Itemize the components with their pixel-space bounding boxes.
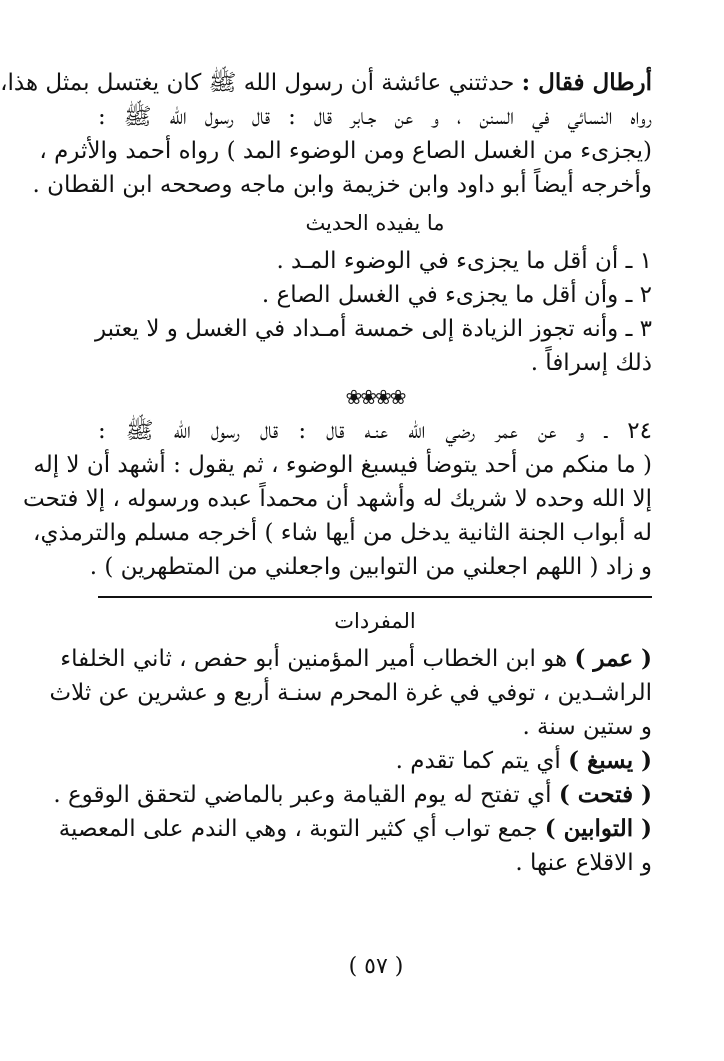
text-line: إلا الله وحده لا شريك له وأشهد أن محمداً عبده ورسوله ، إلا فتحت xyxy=(23,486,652,512)
text-line: رواه النسائي في السنن ، و عن جـابر قال : قال رسول الله ﷺ : xyxy=(98,104,652,130)
section-heading-benefits: ما يفيده الحديث xyxy=(305,211,445,235)
vocab-term: ( عمر ) xyxy=(574,645,652,672)
vocab-definition: جمع تواب أي كثير التوبة ، وهي الندم على المعصية xyxy=(58,816,545,842)
list-item-continuation: ذلك إسرافاً . xyxy=(530,350,652,376)
page-number: ( ٥٧ ) xyxy=(348,954,404,979)
text-line: ٢٤ ـ و عن عمر رضي الله عنـه قال : قال رسول الله ﷺ : xyxy=(98,418,652,444)
vocab-definition: هو ابن الخطاب أمير المؤمنين أبو حفص ، ثاني الخلفاء xyxy=(60,646,575,672)
vocab-definition: أي تفتح له يوم القيامة وعبر بالماضي لتحقق الوقوع . xyxy=(53,782,559,808)
text-line: (يجزىء من الغسل الصاع ومن الوضوء المد ) رواه أحمد والأثرم ، xyxy=(39,138,652,164)
text-line xyxy=(60,642,652,676)
list-item: ٢ ـ وأن أقل ما يجزىء في الغسل الصاع . xyxy=(261,282,652,308)
benefits-list xyxy=(94,244,652,380)
hadith-24 xyxy=(23,414,652,584)
text-line xyxy=(58,812,652,846)
text-line: الراشـدين ، توفي في غرة المحرم سنـة أربع و عشرين عن ثلاث xyxy=(49,680,652,706)
text-line: وأخرجه أيضاً أبو داود وابن خزيمة وابن ماجه وصححه ابن القطان . xyxy=(32,172,652,198)
vocab-term: ( يسبغ ) xyxy=(568,747,652,774)
vocabulary-list xyxy=(49,642,652,880)
vocab-term: ( فتحت ) xyxy=(558,781,652,808)
paragraph-narration xyxy=(0,66,652,202)
text-line: له أبواب الجنة الثانية يدخل من أيها شاء ) أخرجه مسلم والترمذي، xyxy=(33,520,652,546)
list-item: ٣ ـ وأنه تجوز الزيادة إلى خمسة أمـداد في الغسل و لا يعتبر xyxy=(94,316,652,342)
vocab-definition: أي يتم كما تقدم . xyxy=(395,748,569,774)
text-line xyxy=(98,744,652,778)
text-line-bold-start: أرطال فقال : xyxy=(521,69,652,96)
text-line: و الاقلاع عنها . xyxy=(515,850,652,876)
text-line-rest: حدثتني عائشة أن رسول الله ﷺ كان يغتسل بمثل هذا، xyxy=(0,70,522,96)
text-line: و ستين سنة . xyxy=(522,714,652,740)
vocab-term: ( التوابين ) xyxy=(544,815,652,842)
text-line: و زاد ( اللهم اجعلني من التوابين واجعلني من المتطهرين ) . xyxy=(89,554,652,580)
list-item: ١ ـ أن أقل ما يجزىء في الوضوء المـد . xyxy=(276,248,652,274)
horizontal-rule xyxy=(98,596,652,598)
section-heading-vocabulary: المفردات xyxy=(334,609,416,633)
text-line xyxy=(53,778,652,812)
text-line: ( ما منكم من أحد يتوضأ فيسبغ الوضوء ، ثم يقول : أشهد أن لا إله xyxy=(33,452,652,478)
text-line xyxy=(0,66,652,100)
ornament-divider: ❀❀❀❀ xyxy=(345,385,405,409)
